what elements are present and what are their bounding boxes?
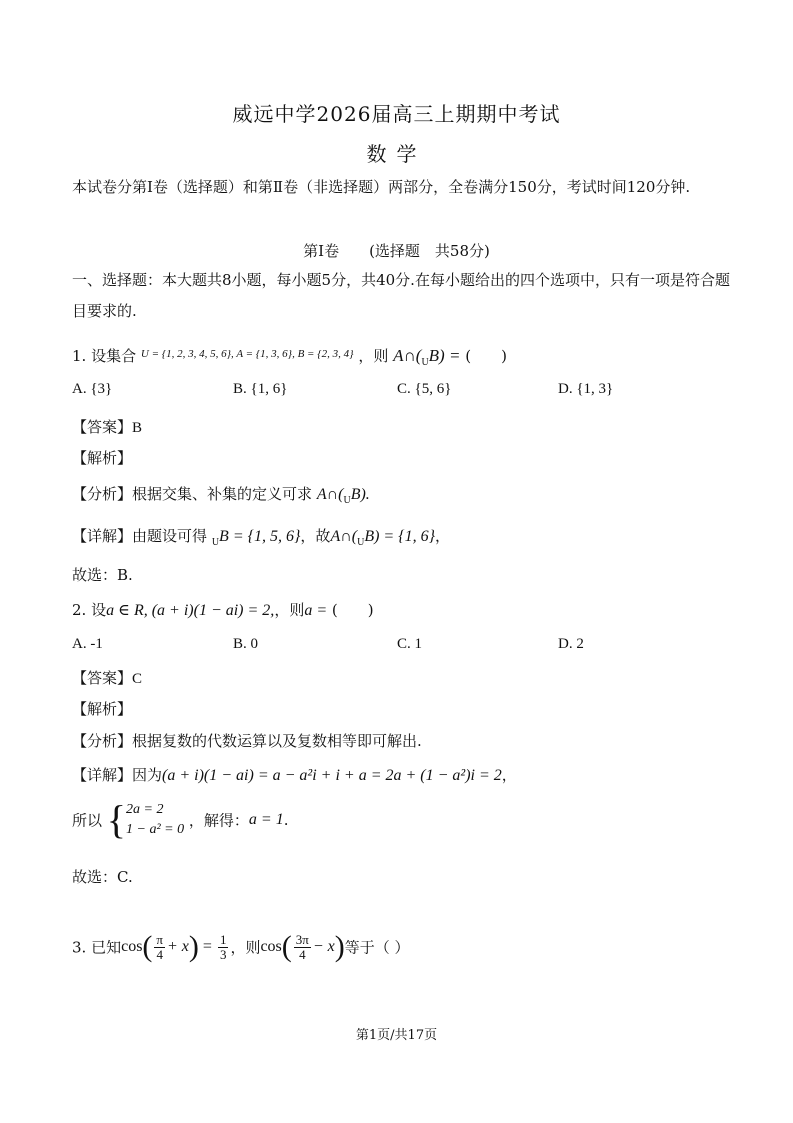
q3-ze: ，则 <box>230 938 261 957</box>
q3-frac3 <box>294 933 311 962</box>
q3-plus-x: + x <box>167 938 189 955</box>
q1-option-d: D. {1, 3} <box>558 381 614 397</box>
q1-answer-value: B <box>132 420 143 436</box>
exam-title: 威远中学2026届高三上期期中考试 <box>232 102 561 126</box>
q1-xiangjie-expr2: A∩( <box>330 528 358 545</box>
q2-xiangjie <box>72 764 517 785</box>
q1-fenxi-expr2: B). <box>350 486 370 503</box>
q2-option-a: A. -1 <box>72 636 103 652</box>
q1-option-a: A. {3} <box>72 381 113 397</box>
q2-suoyi: 所以 <box>72 811 103 830</box>
q3-eq: = <box>202 938 212 955</box>
paren-right-icon: ) <box>188 930 199 963</box>
q1-option-c: C. {5, 6} <box>397 381 452 397</box>
q1-xiangjie-sub2: U <box>357 537 365 548</box>
q1-fenxi-text: 根据交集、补集的定义可求 <box>132 485 313 503</box>
q1-analysis-tag: 【解析】 <box>72 449 133 467</box>
q3-frac3-den: 4 <box>299 946 306 962</box>
q1-xiangjie <box>72 525 450 548</box>
q3-frac1 <box>154 933 165 962</box>
q1-xiangjie-text: 由题设可得 <box>132 527 208 545</box>
q2-equation-system <box>106 797 185 842</box>
section-heading: 第Ⅰ卷 (选择题 共58分) <box>303 242 490 260</box>
q2-option-c: C. 1 <box>397 636 423 652</box>
q2-jiede: ，解得： <box>188 811 249 830</box>
q3-cos2: cos <box>260 938 282 955</box>
q1-expr: A∩( <box>393 346 422 365</box>
q1-sets: U = {1, 2, 3, 4, 5, 6}, A = {1, 3, 6}, B = {2, 3, 4} <box>140 348 354 360</box>
fenxi-tag: 【分析】 <box>72 732 133 750</box>
part-instruction: 一、选择题：本大题共8小题，每小题5分，共40分.在每小题给出的四个选项中，只有一项是符合题目要求的. <box>72 271 730 320</box>
q3-frac1-num: π <box>156 931 163 947</box>
q1-xiangjie-expr3: B) = {1, 6} <box>364 528 436 545</box>
q1-xiangjie-end: ， <box>435 527 451 545</box>
paren-left-icon: ( <box>142 930 153 963</box>
answer-tag: 【答案】 <box>72 418 133 436</box>
q1-prefix: 1. 设集合 <box>72 347 137 365</box>
q2-sys-line1: 2a = 2 <box>126 802 164 817</box>
xiangjie-tag: 【详解】 <box>72 766 133 784</box>
q1-xiangjie-mid: ，故 <box>300 527 331 545</box>
q1-complement-sub: U <box>421 357 429 368</box>
q2-analysis-tag: 【解析】 <box>72 700 133 718</box>
q3-frac2-num: 1 <box>219 931 227 947</box>
q3-frac2 <box>218 933 229 962</box>
q2-xiangjie-expr: (a + i)(1 − ai) = a − a²i + i + a = 2a + (1 − a²)i = 2 <box>162 767 502 784</box>
q3-cos1: cos <box>121 938 143 955</box>
fenxi-tag: 【分析】 <box>72 485 133 503</box>
q1-xiangjie-expr: B = {1, 5, 6} <box>219 528 301 545</box>
q1-option-b: B. {1, 6} <box>233 381 288 397</box>
xiangjie-tag: 【详解】 <box>72 527 133 545</box>
q3-frac1-den: 4 <box>156 946 163 962</box>
q2-system-line <box>72 797 289 842</box>
q2-fenxi-text: 根据复数的代数运算以及复数相等即可解出. <box>132 732 422 750</box>
q2-ze: ，则 <box>274 601 305 619</box>
q2-blank: ( ) <box>331 601 374 619</box>
question-3 <box>72 930 410 964</box>
brace-icon: { <box>106 797 126 842</box>
q1-fenxi-expr: A∩( <box>316 486 344 503</box>
q1-fenxi-sub: U <box>343 495 351 506</box>
q2-option-d: D. 2 <box>558 636 584 652</box>
intro-paragraph: 本试卷分第Ⅰ卷（选择题）和第Ⅱ卷（非选择题）两部分，全卷满分150分，考试时间120分钟. <box>72 178 691 196</box>
q1-ze: ，则 <box>358 347 389 365</box>
paren-right-icon: ) <box>334 930 345 963</box>
q1-expr2: B) = <box>428 346 461 365</box>
question-1 <box>72 345 507 368</box>
q2-ask: a = <box>304 602 328 619</box>
q1-answer <box>72 416 142 437</box>
q3-prefix: 3. 已知 <box>72 938 122 957</box>
answer-tag: 【答案】 <box>72 669 133 687</box>
q1-fenxi <box>72 483 370 506</box>
q2-xiangjie-text: 因为 <box>132 766 163 784</box>
q2-fenxi <box>72 730 422 751</box>
q2-result: a = 1 <box>248 811 284 828</box>
paren-left-icon: ( <box>281 930 292 963</box>
question-2 <box>72 599 374 620</box>
q2-result-end: . <box>283 811 289 829</box>
q2-answer <box>72 667 142 688</box>
q1-choose: 故选：B. <box>72 566 133 584</box>
q1-xiangjie-sub: U <box>211 537 220 548</box>
q2-cond: a ∈ R, (a + i)(1 − ai) = 2, <box>106 602 275 619</box>
q2-xiangjie-end: ， <box>501 766 517 784</box>
q3-frac3-num: 3π <box>295 931 309 947</box>
q2-prefix: 2. 设 <box>72 601 107 619</box>
q2-option-b: B. 0 <box>233 636 259 652</box>
q2-sys-line2: 1 − a² = 0 <box>126 822 185 837</box>
subject-title: 数学 <box>366 142 427 166</box>
page-footer: 第1页/共17页 <box>355 1028 438 1043</box>
q3-frac2-den: 3 <box>219 946 227 962</box>
q3-minus-x: − x <box>312 938 335 955</box>
q2-answer-value: C <box>132 671 143 687</box>
q3-dengyu: 等于（ ） <box>344 938 410 957</box>
q1-blank: ( ) <box>465 347 507 365</box>
q2-choose: 故选：C. <box>72 868 133 886</box>
